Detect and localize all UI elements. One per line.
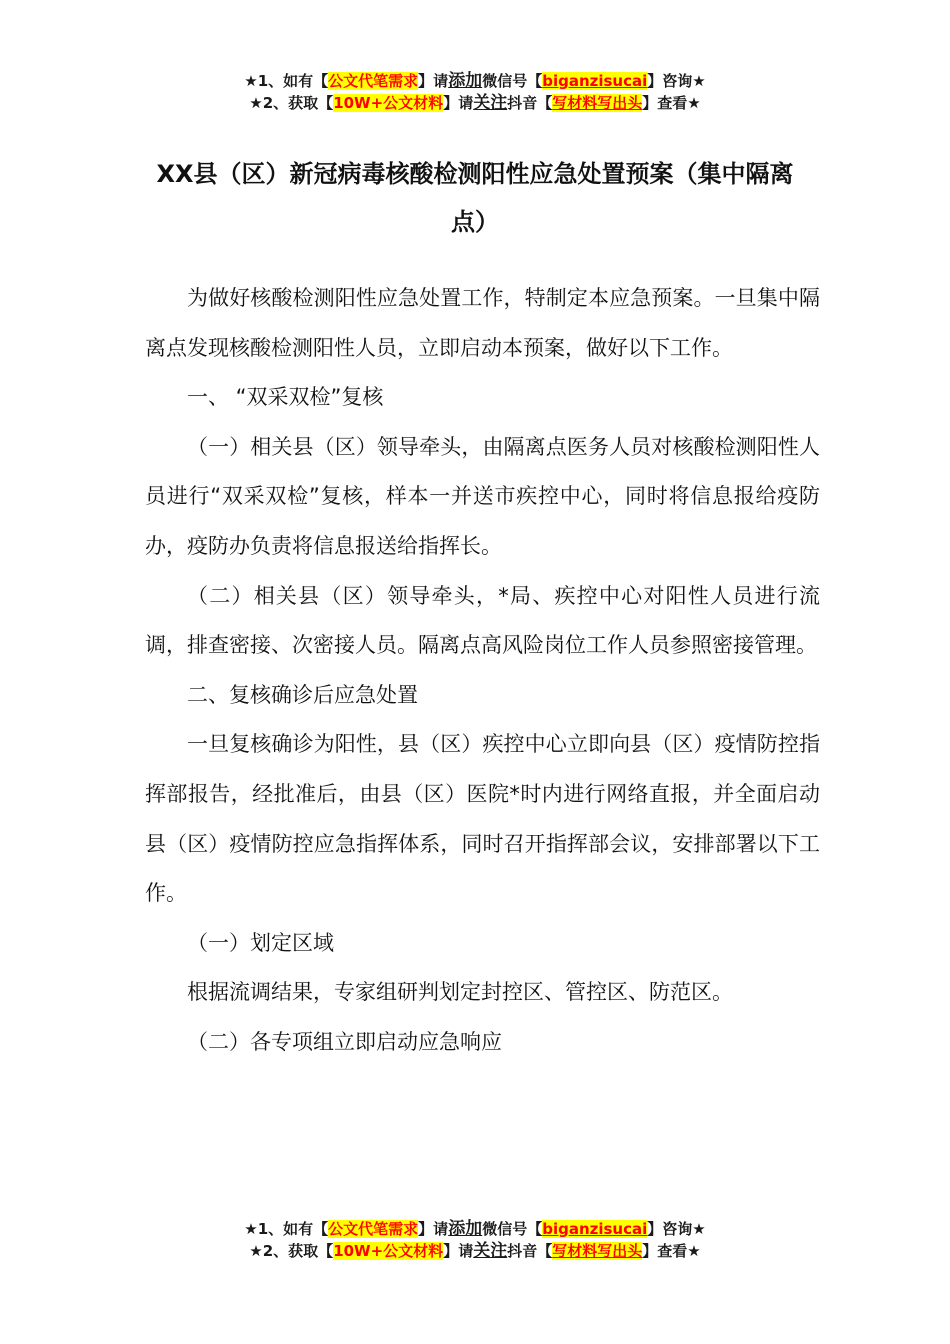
promo-highlight: 公文代笔需求 bbox=[328, 1220, 419, 1238]
promo-text: 抖音【 bbox=[507, 94, 553, 112]
body-paragraph: （二）相关县（区）领导牵头，*局、疾控中心对阳性人员进行流调，排查密接、次密接人员。隔离点高风险岗位工作人员参照密接管理。 bbox=[145, 583, 820, 658]
section-heading-1: 一、 “双采双检”复核 bbox=[187, 385, 384, 410]
section-heading-2: 二、复核确诊后应急处置 bbox=[187, 682, 418, 707]
subsection-heading: （一）划定区域 bbox=[187, 930, 334, 955]
promo-douyin-id: 写材料写出头 bbox=[552, 94, 643, 112]
subsection-heading: （二）各专项组立即启动应急响应 bbox=[187, 1029, 502, 1054]
promo-text: 】请 bbox=[418, 1220, 449, 1238]
promo-text: 】请 bbox=[418, 72, 449, 90]
promo-text: ★2、获取【 bbox=[249, 1242, 334, 1260]
promo-douyin-id: 写材料写出头 bbox=[552, 1242, 643, 1260]
promo-text: 微信号【 bbox=[482, 1220, 543, 1238]
promo-highlight: 公文代笔需求 bbox=[328, 72, 419, 90]
intro-paragraph: 为做好核酸检测阳性应急处置工作，特制定本应急预案。一旦集中隔离点发现核酸检测阳性人员，立即启动本预案，做好以下工作。 bbox=[145, 286, 820, 360]
promo-text: ★1、如有【 bbox=[244, 72, 329, 90]
promo-text: 微信号【 bbox=[482, 72, 543, 90]
promo-line-2 bbox=[0, 92, 950, 114]
promo-text: 】查看★ bbox=[642, 94, 701, 112]
promo-line-2 bbox=[0, 1240, 950, 1262]
promo-emphasis: 添加 bbox=[448, 71, 483, 91]
promo-text: ★1、如有【 bbox=[244, 1220, 329, 1238]
promo-wechat-id: biganzisucai bbox=[542, 1220, 648, 1238]
promo-text: 】咨询★ bbox=[647, 1220, 706, 1238]
promo-emphasis: 关注 bbox=[473, 93, 508, 113]
body-paragraph: 根据流调结果，专家组研判划定封控区、管控区、防范区。 bbox=[187, 980, 733, 1005]
promo-line-1 bbox=[0, 1218, 950, 1240]
promo-text: 】咨询★ bbox=[647, 72, 706, 90]
promo-emphasis: 关注 bbox=[473, 1241, 508, 1261]
promo-text: ★2、获取【 bbox=[249, 94, 334, 112]
promo-highlight: 10W+公文材料 bbox=[333, 1242, 444, 1260]
document-title: XX县（区）新冠病毒核酸检测阳性应急处置预案（集中隔离点） bbox=[156, 160, 794, 236]
promo-banner-top bbox=[0, 70, 950, 114]
promo-line-1 bbox=[0, 70, 950, 92]
promo-text: 】查看★ bbox=[642, 1242, 701, 1260]
promo-highlight: 10W+公文材料 bbox=[333, 94, 444, 112]
body-paragraph: （一）相关县（区）领导牵头，由隔离点医务人员对核酸检测阳性人员进行“双采双检”复核，样本一并送市疾控中心，同时将信息报给疫防办，疫防办负责将信息报送给指挥长。 bbox=[145, 434, 820, 558]
promo-text: 】请 bbox=[443, 94, 474, 112]
promo-text: 】请 bbox=[443, 1242, 474, 1260]
promo-wechat-id: biganzisucai bbox=[542, 72, 648, 90]
promo-emphasis: 添加 bbox=[448, 1219, 483, 1239]
promo-banner-bottom bbox=[0, 1218, 950, 1262]
promo-text: 抖音【 bbox=[507, 1242, 553, 1260]
body-paragraph: 一旦复核确诊为阳性，县（区）疾控中心立即向县（区）疫情防控指挥部报告，经批准后，由县（区）医院*时内进行网络直报，并全面启动县（区）疫情防控应急指挥体系，同时召开指挥部会议，安排部署以下工作。 bbox=[145, 732, 820, 906]
document-body bbox=[145, 274, 820, 1068]
